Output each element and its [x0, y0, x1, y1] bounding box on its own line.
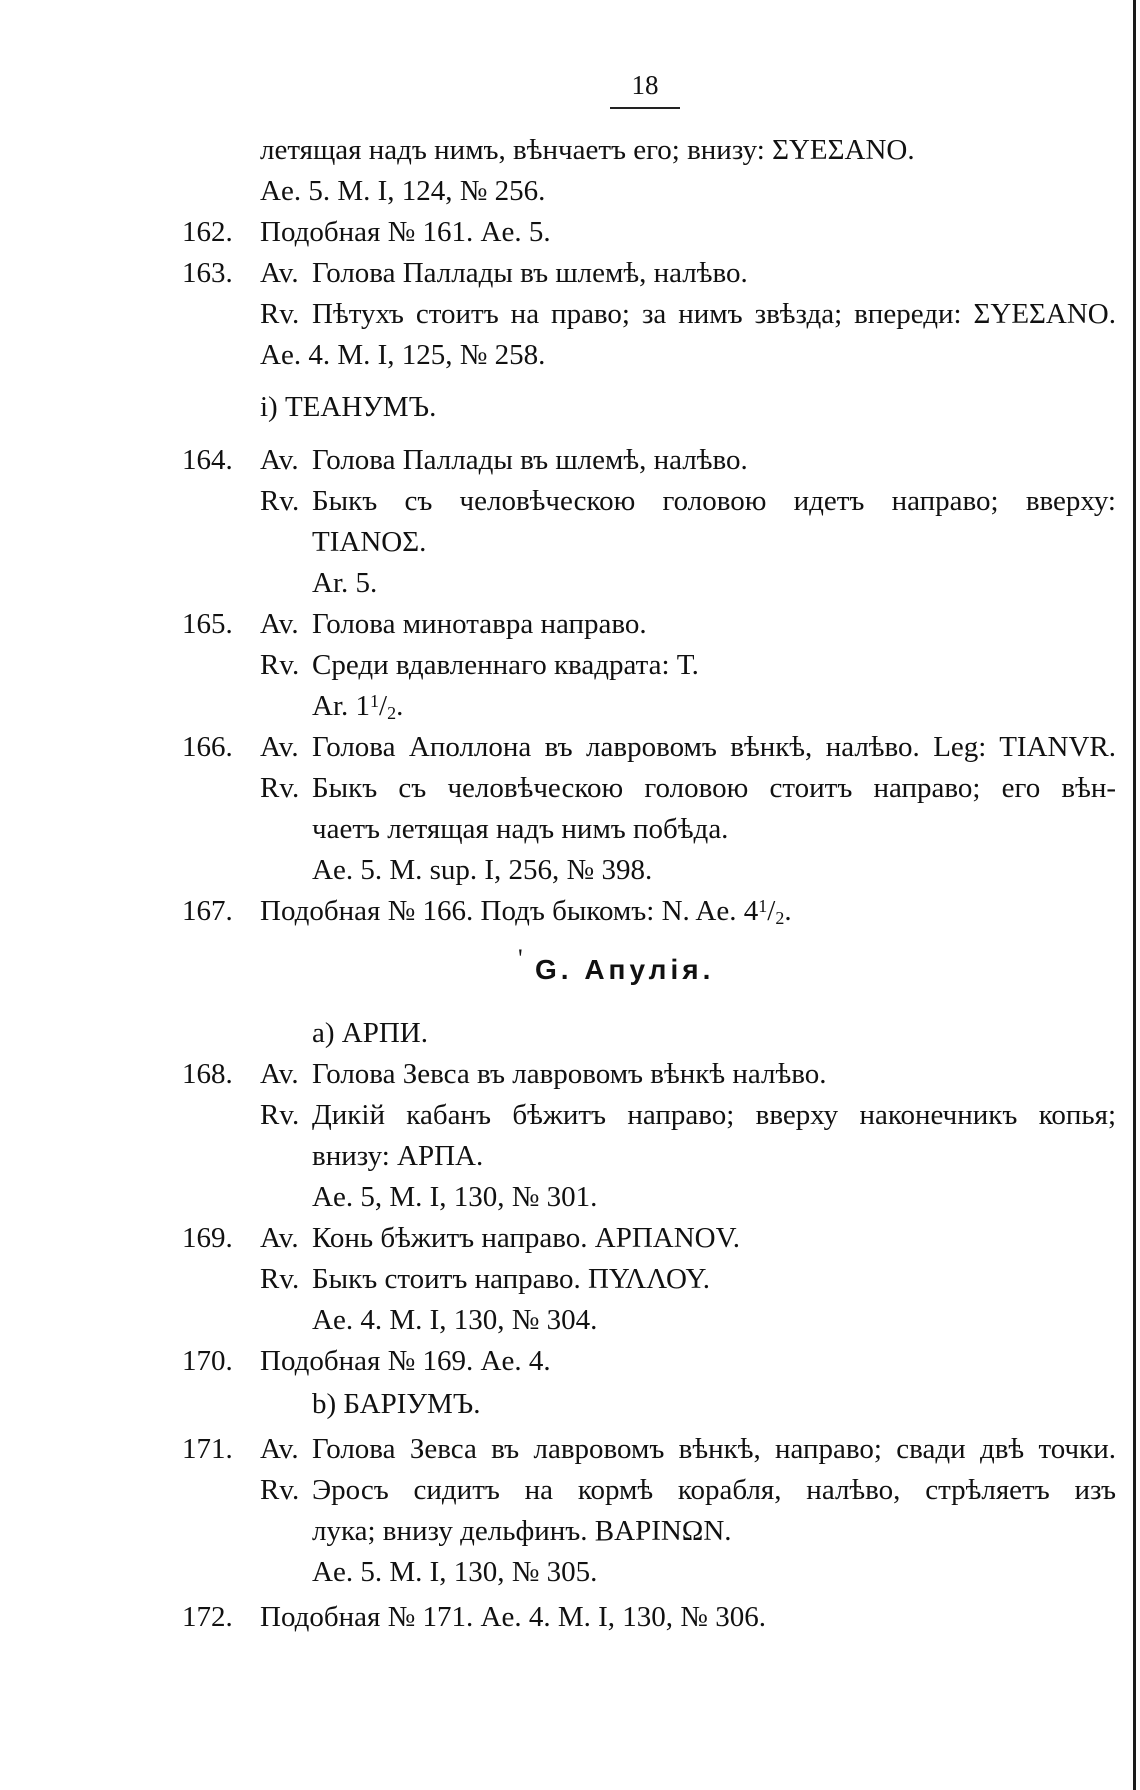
line-text: Подобная № 171. Ae. 4. M. I, 130, № 306.	[260, 1601, 766, 1633]
side-tag: Av.	[260, 444, 299, 476]
entry-number: 164.	[182, 444, 233, 476]
fraction-line: Ar. $1^1/_2$.	[312, 690, 404, 723]
fraction-numerator: 1	[370, 691, 379, 711]
entry-number: 172.	[182, 1601, 233, 1633]
entry-number: 167.	[182, 895, 233, 927]
line-text: Голова Паллады въ шлемѣ, налѣво.	[312, 444, 748, 476]
side-tag: Rv.	[260, 772, 300, 804]
line-text: Быкъ стоитъ направо. ΠΥΛΛΟΥ.	[312, 1263, 711, 1295]
line-text: Голова Зевса въ лавровомъ вѣнкѣ, направо; свади двѣ точки.	[312, 1433, 1116, 1465]
line-text: Конь бѣжитъ направо. ΑΡΠΑΝΟV.	[312, 1222, 741, 1254]
side-tag: Rv.	[260, 298, 300, 330]
section-heading: G. Апулія.	[535, 954, 715, 985]
line-text: лука; внизу дельфинъ. ΒΑΡΙΝΩΝ.	[312, 1515, 732, 1547]
line-text: Среди вдавленнаго квадрата: Т.	[312, 649, 699, 681]
side-tag: Rv.	[260, 1099, 300, 1131]
fraction-denominator: 2	[775, 908, 785, 928]
line-text: .	[784, 895, 792, 927]
side-tag: Rv.	[260, 1474, 300, 1506]
line-text: Голова Аполлона въ лавровомъ вѣнкѣ, налѣво. Leg: TIANVR.	[312, 731, 1116, 763]
subheading-text: b) БАРІУМЪ.	[312, 1388, 481, 1420]
line-text: внизу: АРПА.	[312, 1140, 484, 1172]
line-text: Быкъ съ человѣческою головою идетъ направо; вверху:	[312, 485, 1116, 517]
side-tag: Av.	[260, 1058, 299, 1090]
line-text: Ar. 5.	[312, 567, 378, 599]
side-tag: Rv.	[260, 1263, 300, 1295]
line-text: Пѣтухъ стоитъ на право; за нимъ звѣзда; впереди: ΣΥΕΣΑΝΟ.	[312, 298, 1116, 330]
line-text: Ae. 5. M. I, 124, № 256.	[260, 175, 546, 207]
line-text: чаетъ летящая надъ нимъ побѣда.	[312, 813, 729, 845]
entry-number: 170.	[182, 1345, 233, 1377]
line-text: Голова Паллады въ шлемѣ, налѣво.	[312, 257, 748, 289]
entry-number: 171.	[182, 1433, 233, 1465]
subheading-text: i) ТЕАНУМЪ.	[260, 391, 437, 423]
side-tag: Av.	[260, 608, 299, 640]
subheading-text: a) АРПИ.	[312, 1017, 428, 1049]
line-text: летящая надъ нимъ, вѣнчаетъ его; внизу: ΣΥΕΣΑΝΟ.	[260, 134, 915, 166]
line-text: Ae. 5, M. I, 130, № 301.	[312, 1181, 598, 1213]
fraction-denominator: 2	[387, 703, 397, 723]
line-text: .	[396, 690, 404, 722]
line-text: Голова минотавра направо.	[312, 608, 647, 640]
side-tag: Av.	[260, 257, 299, 289]
line-text: Ar. 1	[312, 690, 370, 722]
line-text: Подобная № 166. Подъ быкомъ: N. Ae. 4	[260, 895, 759, 927]
fraction-numerator: 1	[758, 896, 768, 916]
line-text: Быкъ съ человѣческою головою стоитъ направо; его вѣн-	[312, 772, 1116, 804]
line-text: Подобная № 161. Ae. 5.	[260, 216, 551, 248]
page-edge-border	[1133, 0, 1136, 1790]
line-text: ΤΙΑΝΟΣ.	[312, 526, 427, 558]
entry-number: 166.	[182, 731, 233, 763]
line-text: Дикій кабанъ бѣжитъ направо; вверху наконечникъ копья;	[312, 1099, 1116, 1131]
entry-number: 162.	[182, 216, 233, 248]
side-tag: Av.	[260, 1222, 299, 1254]
side-tag: Rv.	[260, 485, 300, 517]
page-number: 18	[631, 70, 659, 100]
line-text: Подобная № 169. Ae. 4.	[260, 1345, 551, 1377]
entry-number: 169.	[182, 1222, 233, 1254]
line-text: Голова Зевса въ лавровомъ вѣнкѣ налѣво.	[312, 1058, 827, 1090]
heading-mark: '	[518, 944, 523, 973]
line-text: Ae. 5. M. sup. I, 256, № 398.	[312, 854, 653, 886]
side-tag: Av.	[260, 731, 299, 763]
side-tag: Rv.	[260, 649, 300, 681]
line-text: Ae. 4. M. I, 125, № 258.	[260, 339, 546, 371]
entry-number: 168.	[182, 1058, 233, 1090]
page-number-underline	[610, 107, 680, 109]
line-text: Ae. 5. M. I, 130, № 305.	[312, 1556, 598, 1588]
line-text: Ae. 4. M. I, 130, № 304.	[312, 1304, 598, 1336]
side-tag: Av.	[260, 1433, 299, 1465]
entry-number: 163.	[182, 257, 233, 289]
entry-number: 165.	[182, 608, 233, 640]
line-text: Эросъ сидитъ на кормѣ корабля, налѣво, стрѣляетъ изъ	[312, 1474, 1116, 1506]
fraction-line: Подобная № 166. Подъ быкомъ: N. Ae. $4^1/_2$.	[260, 895, 792, 928]
